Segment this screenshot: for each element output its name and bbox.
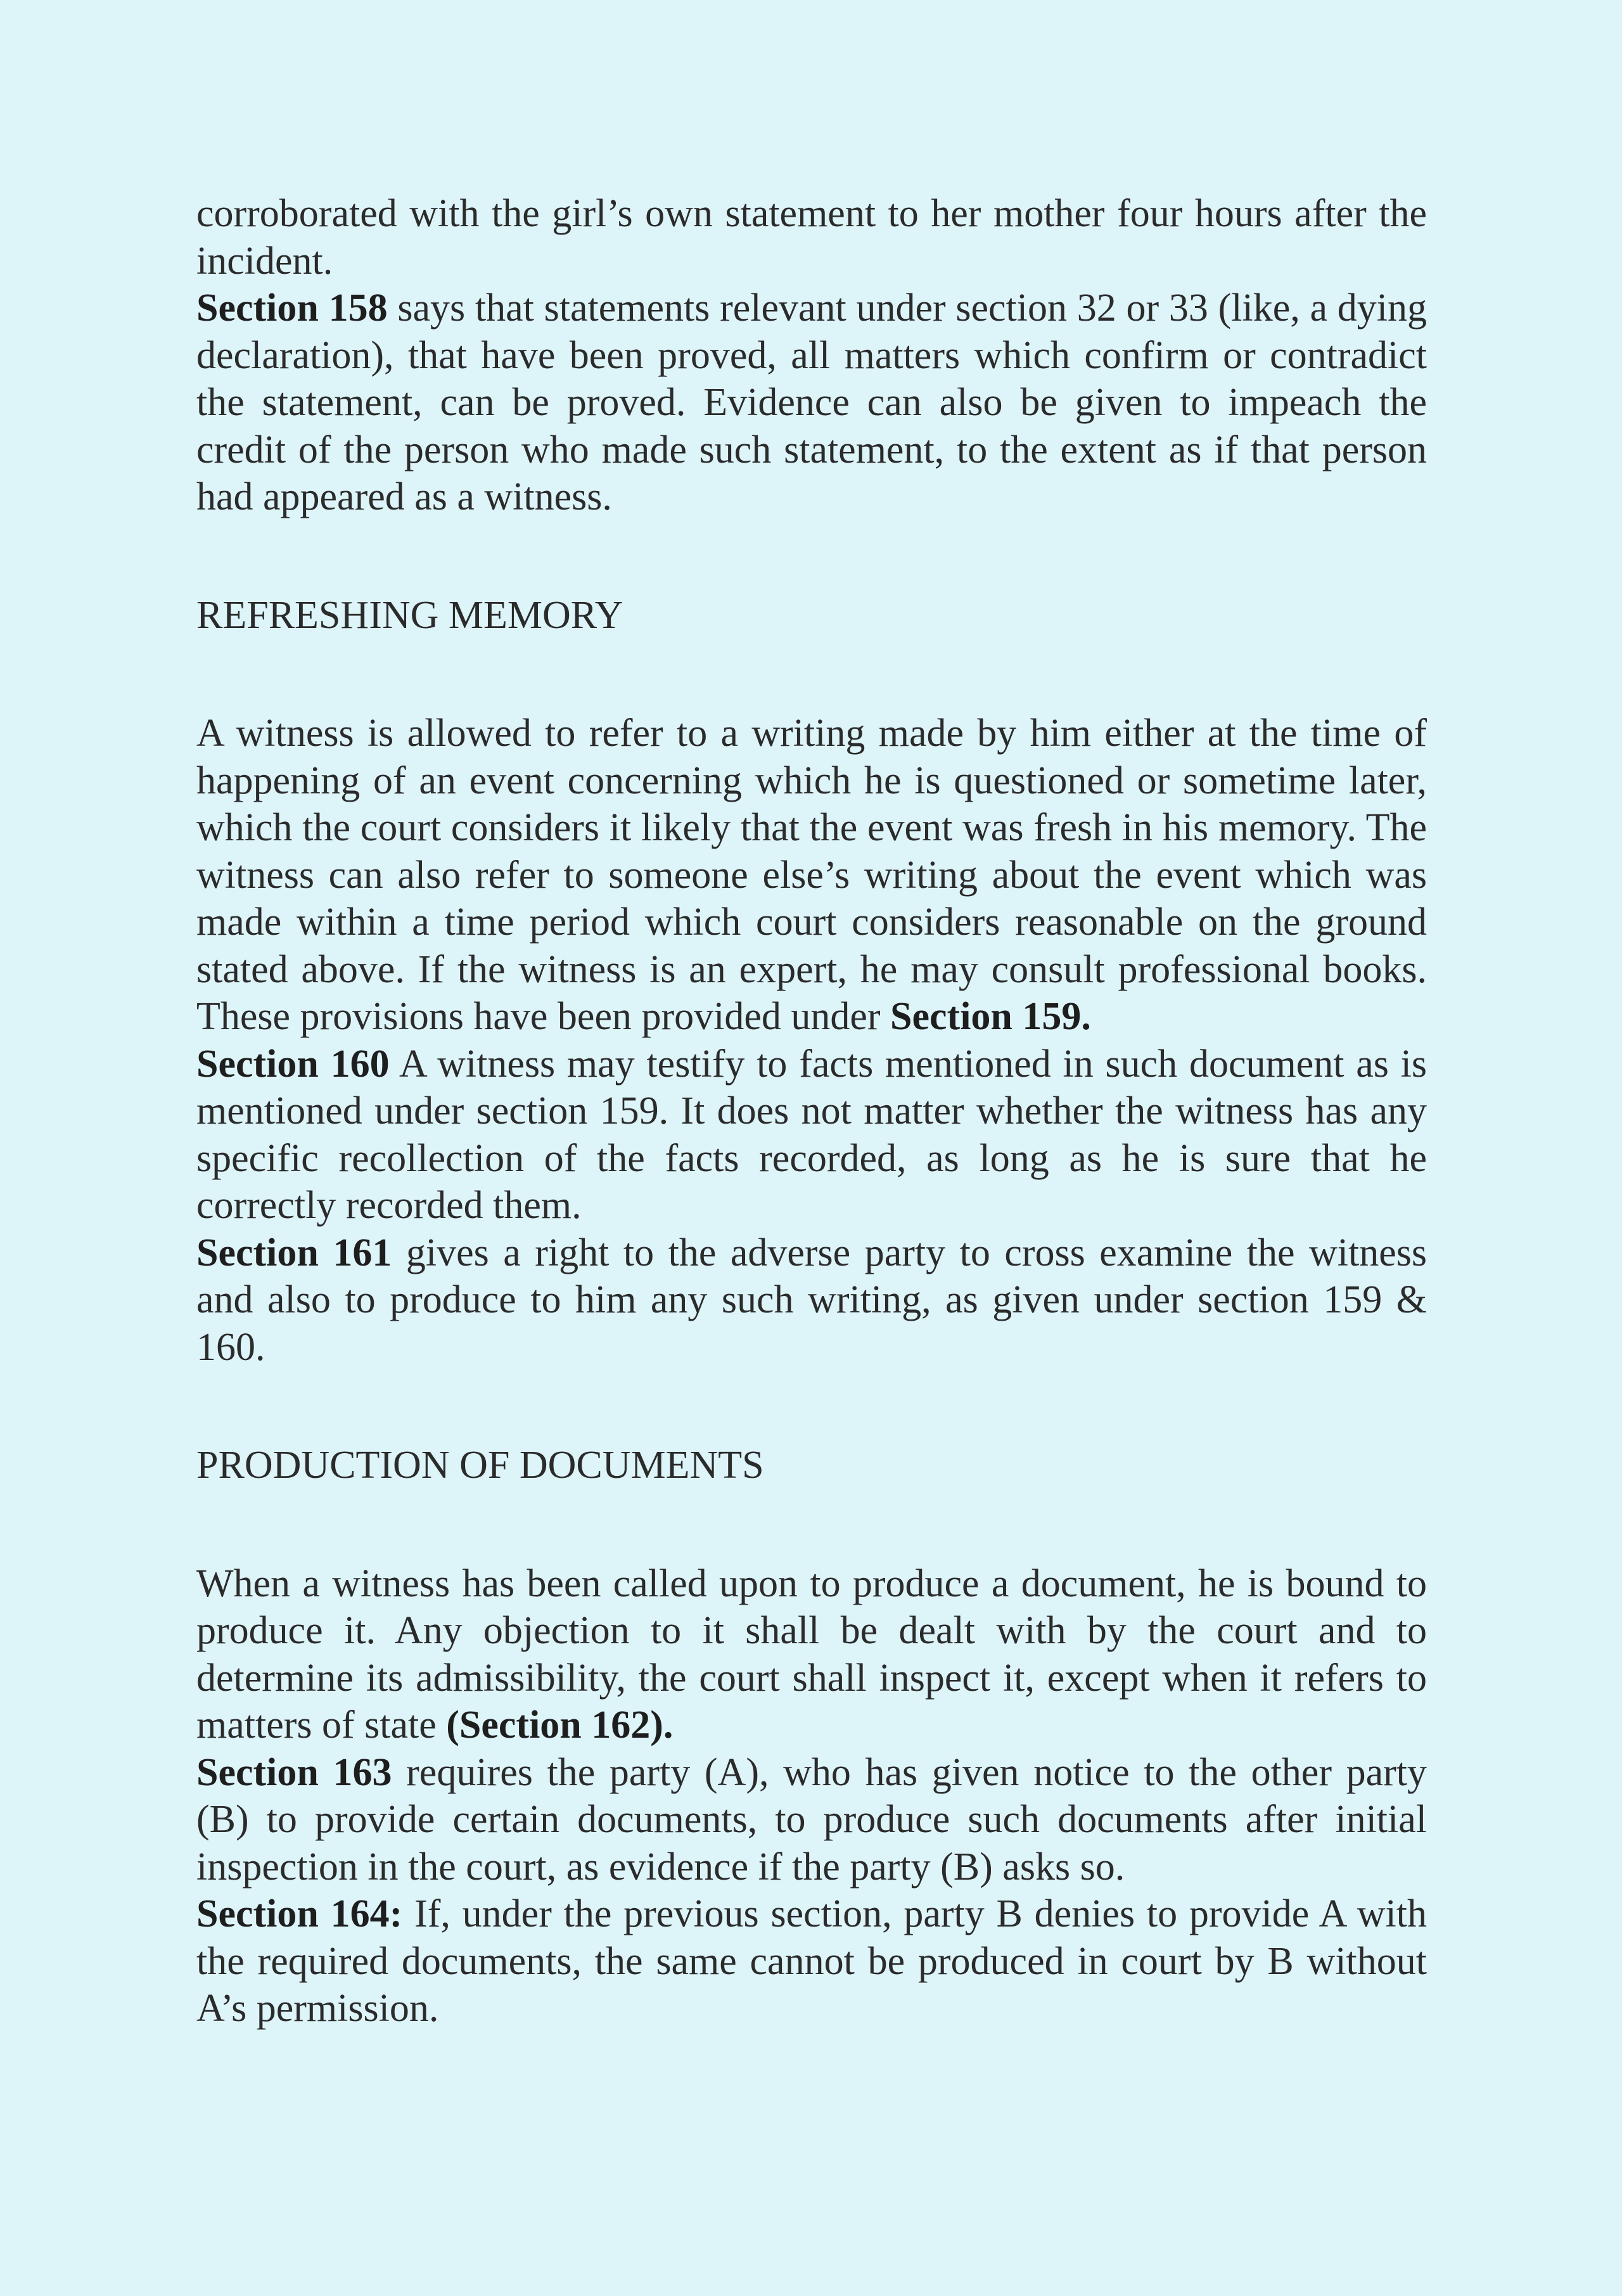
production-text: When a witness has been called upon to produce a document, he is bound to produce it. Any objection to it shall be dealt with by the court and to determine its admissibility, the court shall inspect it, except when it refers to matters of state [196,1562,1427,1747]
section-158-paragraph [196,285,1427,521]
section-159-label: Section 159. [890,995,1091,1038]
intro-continuation-text: corroborated with the girl’s own statement to her mother four hours after the incident. [196,192,1427,283]
section-163-label: Section 163 [196,1750,392,1794]
production-paragraph [196,1560,1427,1749]
section-162-label: (Section 162). [446,1703,674,1747]
section-161-text: gives a right to the adverse party to cross examine the witness and also to produce to him any such writing, as given under section 159 & 160. [196,1231,1427,1369]
section-160-text: A witness may testify to facts mentioned in such document as is mentioned under section 159. It does not matter whether the witness has any specific recollection of the facts recorded, as long as he is sure that he correctly recorded them. [196,1042,1427,1227]
section-158-text: says that statements relevant under section 32 or 33 (like, a dying declaration), that have been proved, all matters which confirm or contradict the statement, can be proved. Evidence can also be given to impeach the credit of the person who made such statement, to the extent as if that person had appeared as a witness. [196,286,1427,518]
refreshing-memory-text: A witness is allowed to refer to a writing made by him either at the time of happening of an event concerning which he is questioned or sometime later, which the court considers it likely that the event was fresh in his memory. The witness can also refer to someone else’s writing about the event which was made within a time period which court considers reasonable on the ground stated above. If the witness is an expert, he may consult professional books. These provisions have been provided under [196,712,1427,1038]
section-161-paragraph [196,1229,1427,1371]
section-163-paragraph [196,1749,1427,1891]
section-164-text: If, under the previous section, party B denies to provide A with the required documents, the same cannot be produced in court by B without A’s permission. [196,1892,1427,2030]
section-164-label: Section 164: [196,1892,403,1935]
section-161-label: Section 161 [196,1231,392,1274]
section-164-paragraph [196,1890,1427,2032]
production-of-documents-heading: PRODUCTION OF DOCUMENTS [196,1444,764,1487]
refreshing-memory-paragraph [196,710,1427,1041]
refreshing-memory-heading: REFRESHING MEMORY [196,593,623,637]
section-160-paragraph [196,1041,1427,1229]
section-158-label: Section 158 [196,286,388,330]
intro-continuation [196,190,1427,285]
section-163-text: requires the party (A), who has given notice to the other party (B) to provide certain documents, to produce such documents after initial inspection in the court, as evidence if the party (B) asks so. [196,1750,1427,1889]
section-160-label: Section 160 [196,1042,390,1086]
document-page [196,190,1427,2032]
